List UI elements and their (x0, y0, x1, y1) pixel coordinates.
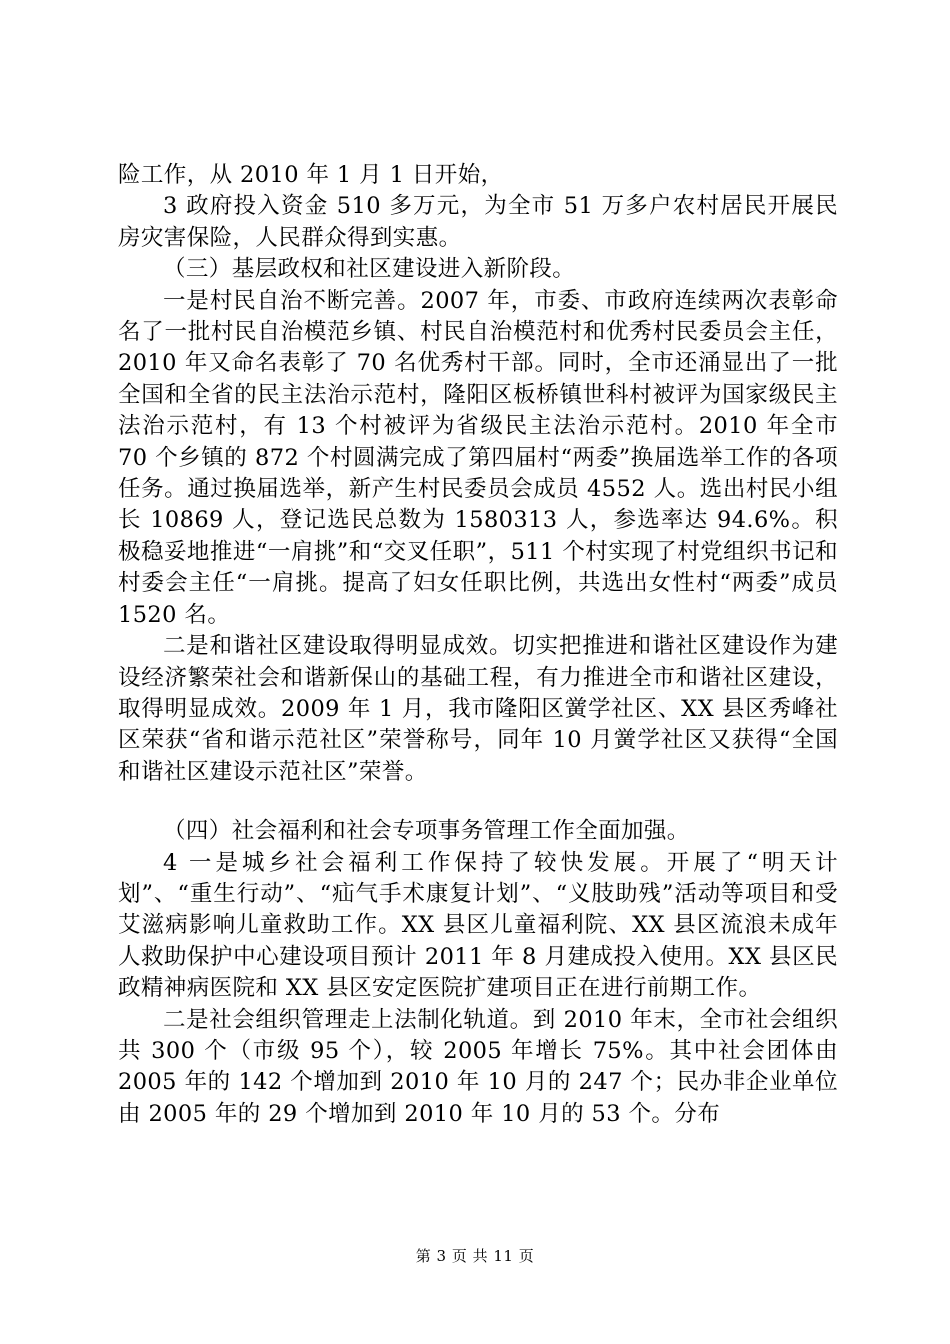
paragraph-social-organizations: 二是社会组织管理走上法制化轨道。到 2010 年末，全市社会组织共 300 个（市级 95 个），较 2005 年增长 75%。其中社会团体由 2005 年的 142 个增加到 2010 年 10 月的 247 个；民办非企业单位由 2005 年的 29 个增加到 2010 年 10 月的 53 个。分布 (118, 1006, 838, 1127)
page-footer: 第 3 页 共 11 页 (415, 1247, 535, 1265)
paragraph-social-welfare: 4 一是城乡社会福利工作保持了较快发展。开展了“明天计划”、“重生行动”、“疝气手术康复计划”、“义肢助残”活动等项目和受艾滋病影响儿童救助工作。XX 县区儿童福利院、XX 县区流浪未成年人救助保护中心建设项目预计 2011 年 8 月建成投入使用。XX 县区民政精神病医院和 XX 县区安定医院扩建项目正在进行前期工作。 (118, 849, 838, 1002)
paragraph-insurance-continuation: 险工作，从 2010 年 1 月 1 日开始， (118, 162, 504, 188)
paragraph-government-investment: 3 政府投入资金 510 多万元，为全市 51 万多户农村居民开展民房灾害保险，人民群众得到实惠。 (118, 193, 838, 251)
section-heading-4: （四）社会福利和社会专项事务管理工作全面加强。 (163, 818, 690, 845)
paragraph-spacer (118, 788, 838, 816)
document-body (118, 160, 838, 1130)
paragraph-village-autonomy: 一是村民自治不断完善。2007 年，市委、市政府连续两次表彰命名了一批村民自治模范乡镇、村民自治模范村和优秀村民委员会主任，2010 年又命名表彰了 70 名优秀村干部。同时，全市还涌显出了一批全国和全省的民主法治示范村，隆阳区板桥镇世科村被评为国家级民主法治示范村，有 13 个村被评为省级民主法治示范村。2010 年全市 70 个乡镇的 872 个村圆满完成了第四届村“两委”换届选举工作的各项任务。通过换届选举，新产生村民委员会成员 4552 人。选出村民小组长 10869 人，登记选民总数为 1580313 人，参选率达 94.6%。积极稳妥地推进“一肩挑”和“交叉任职”，511 个村实现了村党组织书记和村委会主任“一肩挑。提高了妇女任职比例，共选出女性村“两委”成员 1520 名。 (118, 287, 838, 628)
paragraph-harmonious-community: 二是和谐社区建设取得明显成效。切实把推进和谐社区建设作为建设经济繁荣社会和谐新保山的基础工程，有力推进全市和谐社区建设，取得明显成效。2009 年 1 月，我市隆阳区黉学社区、XX 县区秀峰社区荣获“省和谐示范社区”荣誉称号，同年 10 月黉学社区又获得“全国和谐社区建设示范社区”荣誉。 (118, 633, 838, 785)
section-heading-3: （三）基层政权和社区建设进入新阶段。 (163, 256, 576, 283)
